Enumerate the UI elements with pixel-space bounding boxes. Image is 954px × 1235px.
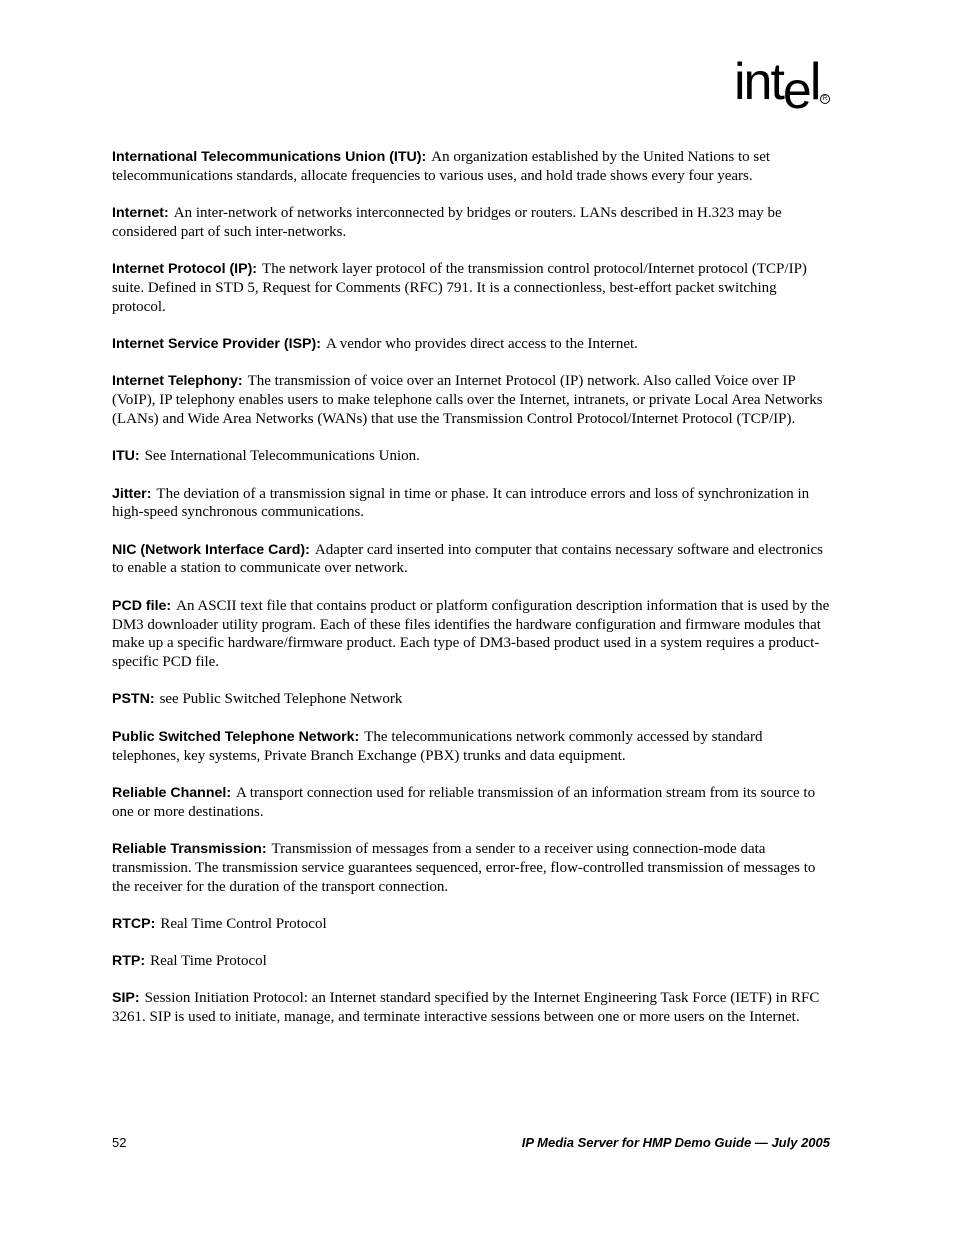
logo-text-l: l	[809, 53, 820, 111]
registered-mark-icon: R	[820, 94, 830, 104]
glossary-entry	[112, 541, 830, 579]
glossary-definition: The telecommunications network commonly accessed by standard telephones, key systems, Private Branch Exchange (PBX) trunks and data equipment.	[112, 728, 763, 764]
glossary-definition: Adapter card inserted into computer that contains necessary software and electronics to enable a station to communicate over network.	[112, 541, 824, 577]
page-number: 52	[112, 1135, 127, 1150]
document-title: IP Media Server for HMP Demo Guide — July 2005	[521, 1135, 830, 1150]
glossary-term: Internet:	[112, 205, 169, 222]
glossary-definition: An inter-network of networks interconnected by bridges or routers. LANs described in H.323 may be considered part of such inter-networks.	[112, 205, 782, 240]
glossary-term: Reliable Channel:	[112, 784, 232, 801]
glossary-entry	[112, 148, 830, 186]
glossary-entry	[112, 335, 830, 354]
glossary-definition: Real Time Protocol	[150, 953, 267, 970]
intel-logo-wordmark	[734, 53, 820, 120]
glossary-entry	[112, 728, 830, 766]
logo-text-int: int	[734, 53, 783, 111]
glossary-definition: A transport connection used for reliable transmission of an information stream from its source to one or more destinations.	[112, 784, 816, 820]
glossary-entry	[112, 485, 830, 523]
glossary-entry	[112, 952, 830, 971]
glossary-definition: Session Initiation Protocol: an Internet standard specified by the Internet Engineering Task Force (IETF) in RFC 3261. SIP is used to initiate, manage, and terminate interactive sessions between one or more users on the Internet.	[112, 990, 820, 1026]
glossary-term: Jitter:	[112, 485, 152, 502]
glossary-term: ITU:	[112, 448, 140, 465]
glossary-definition: The network layer protocol of the transmission control protocol/Internet protocol (TCP/IP) suite. Defined in STD 5, Request for Comments (RFC) 791. It is a connectionless, best-effort packet switching protocol.	[112, 261, 807, 315]
glossary-definition: A vendor who provides direct access to the Internet.	[325, 336, 638, 353]
glossary-entry	[112, 690, 830, 709]
glossary-entry	[112, 372, 830, 428]
glossary-entry	[112, 597, 830, 672]
intel-logo	[734, 53, 834, 120]
glossary-entry	[112, 989, 830, 1027]
glossary-term: Public Switched Telephone Network:	[112, 728, 360, 745]
glossary-entry	[112, 260, 830, 316]
glossary-term: PSTN:	[112, 691, 155, 708]
logo-text-e: e	[782, 62, 810, 120]
glossary-term: NIC (Network Interface Card):	[112, 541, 310, 558]
glossary-definition: Real Time Control Protocol	[160, 915, 327, 932]
glossary-term: SIP:	[112, 990, 140, 1007]
glossary-definition: The transmission of voice over an Internet Protocol (IP) network. Also called Voice over IP (VoIP), IP telephony enables users to make telephone calls over the Internet, intranets, or private Local Area Networks (LANs) and Wide Area Networks (WANs) that use the Transmission Control Protocol/Internet Protocol (TCP/IP).	[112, 373, 823, 427]
glossary-definition: Transmission of messages from a sender to a receiver using connection-mode data transmission. The transmission service guarantees sequenced, error-free, flow-controlled transmission of messages to the receiver for the duration of the transport connection.	[112, 840, 816, 895]
glossary-term: RTCP:	[112, 915, 156, 932]
glossary-definition: See International Telecommunications Union.	[144, 448, 420, 465]
glossary-term: Internet Telephony:	[112, 373, 243, 390]
glossary-definition: An organization established by the United Nations to set telecommunications standards, allocate frequencies to various uses, and hold trade shows every four years.	[112, 149, 771, 184]
glossary-entry	[112, 204, 830, 242]
glossary-entry	[112, 447, 830, 466]
glossary-definition: An ASCII text file that contains product or platform configuration description information that is used by the DM3 downloader utility program. Each of these files identifies the hardware configuration and firmware modules that make up a specific hardware/firmware product. Each type of DM3-based product used in a system requires a product-specific PCD file.	[112, 597, 830, 671]
glossary-definition: see Public Switched Telephone Network	[159, 691, 403, 708]
glossary-entry	[112, 784, 830, 822]
glossary-term: International Telecommunications Union (ITU):	[112, 149, 427, 165]
glossary-term: RTP:	[112, 953, 146, 970]
glossary-term: Reliable Transmission:	[112, 840, 267, 857]
glossary-entry	[112, 840, 830, 896]
glossary-term: PCD file:	[112, 597, 172, 614]
glossary-term: Internet Service Provider (ISP):	[112, 336, 321, 353]
glossary-entry	[112, 915, 830, 934]
glossary-definition: The deviation of a transmission signal in time or phase. It can introduce errors and loss of synchronization in high-speed synchronous communications.	[112, 485, 810, 521]
glossary-term: Internet Protocol (IP):	[112, 261, 258, 278]
glossary-list	[112, 148, 830, 1046]
